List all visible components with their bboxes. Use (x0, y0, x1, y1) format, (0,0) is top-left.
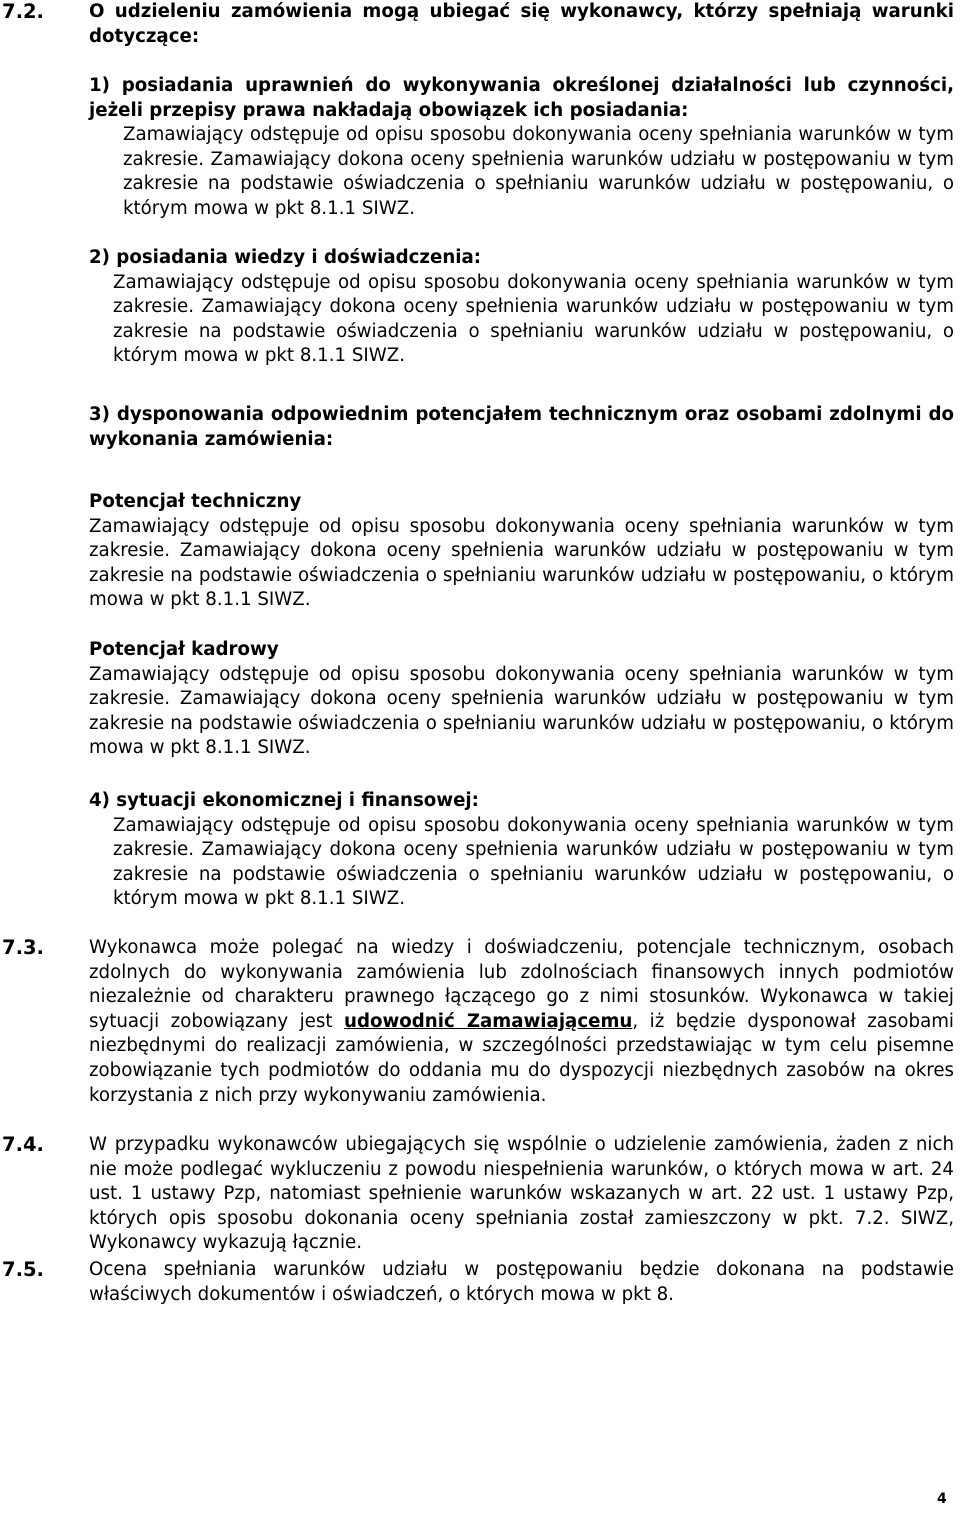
section-7-3-text (89, 936, 954, 1108)
condition-4-heading: 4) sytuacji ekonomicznej i finansowej: (89, 790, 479, 811)
section-7-4-text: W przypadku wykonawców ubiegających się wspólnie o udzielenie zamówienia, żaden z nich nie może podlegać wykluczeniu z powodu niespełnienia warunków, o których mowa w art. 24 ust. 1 ustawy Pzp, natomiast spełnienie warunków wskazanych w art. 22 ust. 1 ustawy Pzp, których opis sposobu dokonania oceny spełniania został zamieszczony w pkt. 7.2. SIWZ, Wykonawcy wykazują łącznie. (89, 1134, 954, 1254)
technical-potential-heading: Potencjał techniczny (89, 491, 302, 512)
page-number: 4 (937, 1491, 947, 1507)
technical-potential (89, 490, 954, 613)
section-number-7-3: 7.3. (2, 936, 44, 959)
condition-2 (89, 246, 954, 369)
staff-potential-heading: Potencjał kadrowy (89, 639, 279, 660)
condition-1 (89, 74, 954, 222)
condition-2-text: Zamawiający odstępuje od opisu sposobu dokonywania oceny spełniania warunków w tym zakresie. Zamawiający dokona oceny spełnienia warunków udziału w postępowaniu w tym zakresie na podstawie oświadczenia o spełnianiu warunków udziału w postępowaniu, o którym mowa w pkt 8.1.1 SIWZ. (113, 271, 954, 367)
condition-2-heading: 2) posiadania wiedzy i doświadczenia: (89, 247, 482, 268)
section-7-3-text-a: Wykonawca może polegać na wiedzy i doświadczeniu, potencjale technicznym, osobach zdolnych do wykonywania zamówienia lub zdolnościach finansowych innych podmiotów niezależnie od charakteru prawnego łączącego go z nimi stosunków. Wykonawca w takiej sytuacji zobowiązany jest (89, 937, 954, 1032)
staff-potential (89, 638, 954, 761)
condition-4-text: Zamawiający odstępuje od opisu sposobu dokonywania oceny spełniania warunków w tym zakresie. Zamawiający dokona oceny spełnienia warunków udziału w postępowaniu w tym zakresie na podstawie oświadczenia o spełnianiu warunków udziału w postępowaniu, o którym mowa w pkt 8.1.1 SIWZ. (113, 814, 954, 910)
section-7-3-emphasis: udowodnić Zamawiającemu (344, 1010, 633, 1032)
condition-4 (89, 789, 954, 912)
condition-1-heading: 1) posiadania uprawnień do wykonywania określonej działalności lub czynności, jeżeli przepisy prawa nakładają obowiązek ich posiadania: (89, 75, 954, 121)
technical-potential-text: Zamawiający odstępuje od opisu sposobu dokonywania oceny spełniania warunków w tym zakresie. Zamawiający dokona oceny spełnienia warunków udziału w postępowaniu w tym zakresie na podstawie oświadczenia o spełnianiu warunków udziału w postępowaniu, o którym mowa w pkt 8.1.1 SIWZ. (89, 515, 954, 611)
condition-3-heading: 3) dysponowania odpowiednim potencjałem technicznym oraz osobami zdolnymi do wykonania zamówienia: (89, 404, 954, 450)
section-7-3-text-b: , iż będzie dysponował zasobami niezbędnymi do realizacji zamówienia, w szczególności przedstawiając w tym celu pisemne zobowiązanie tych podmiotów do oddania mu do dyspozycji niezbędnych zasobów na okres korzystania z nich przy wykonywaniu zamówienia. (89, 1010, 954, 1106)
condition-1-text: Zamawiający odstępuje od opisu sposobu dokonywania oceny spełniania warunków w tym zakresie. Zamawiający dokona oceny spełnienia warunków udziału w postępowaniu w tym zakresie na podstawie oświadczenia o spełnianiu warunków udziału w postępowaniu, o którym mowa w pkt 8.1.1 SIWZ. (123, 124, 954, 219)
section-7-2-heading: O udzieleniu zamówienia mogą ubiegać się wykonawcy, którzy spełniają warunki dotyczące: (89, 1, 954, 47)
section-number-7-4: 7.4. (2, 1133, 44, 1156)
section-number-7-2: 7.2. (2, 0, 44, 23)
staff-potential-text: Zamawiający odstępuje od opisu sposobu dokonywania oceny spełniania warunków w tym zakresie. Zamawiający dokona oceny spełnienia warunków udziału w postępowaniu w tym zakresie na podstawie oświadczenia o spełnianiu warunków udziału w postępowaniu, o którym mowa w pkt 8.1.1 SIWZ. (89, 663, 954, 759)
section-7-5-text: Ocena spełniania warunków udziału w postępowaniu będzie dokonana na podstawie właściwych dokumentów i oświadczeń, o których mowa w pkt 8. (89, 1259, 954, 1305)
section-number-7-5: 7.5. (2, 1258, 44, 1281)
